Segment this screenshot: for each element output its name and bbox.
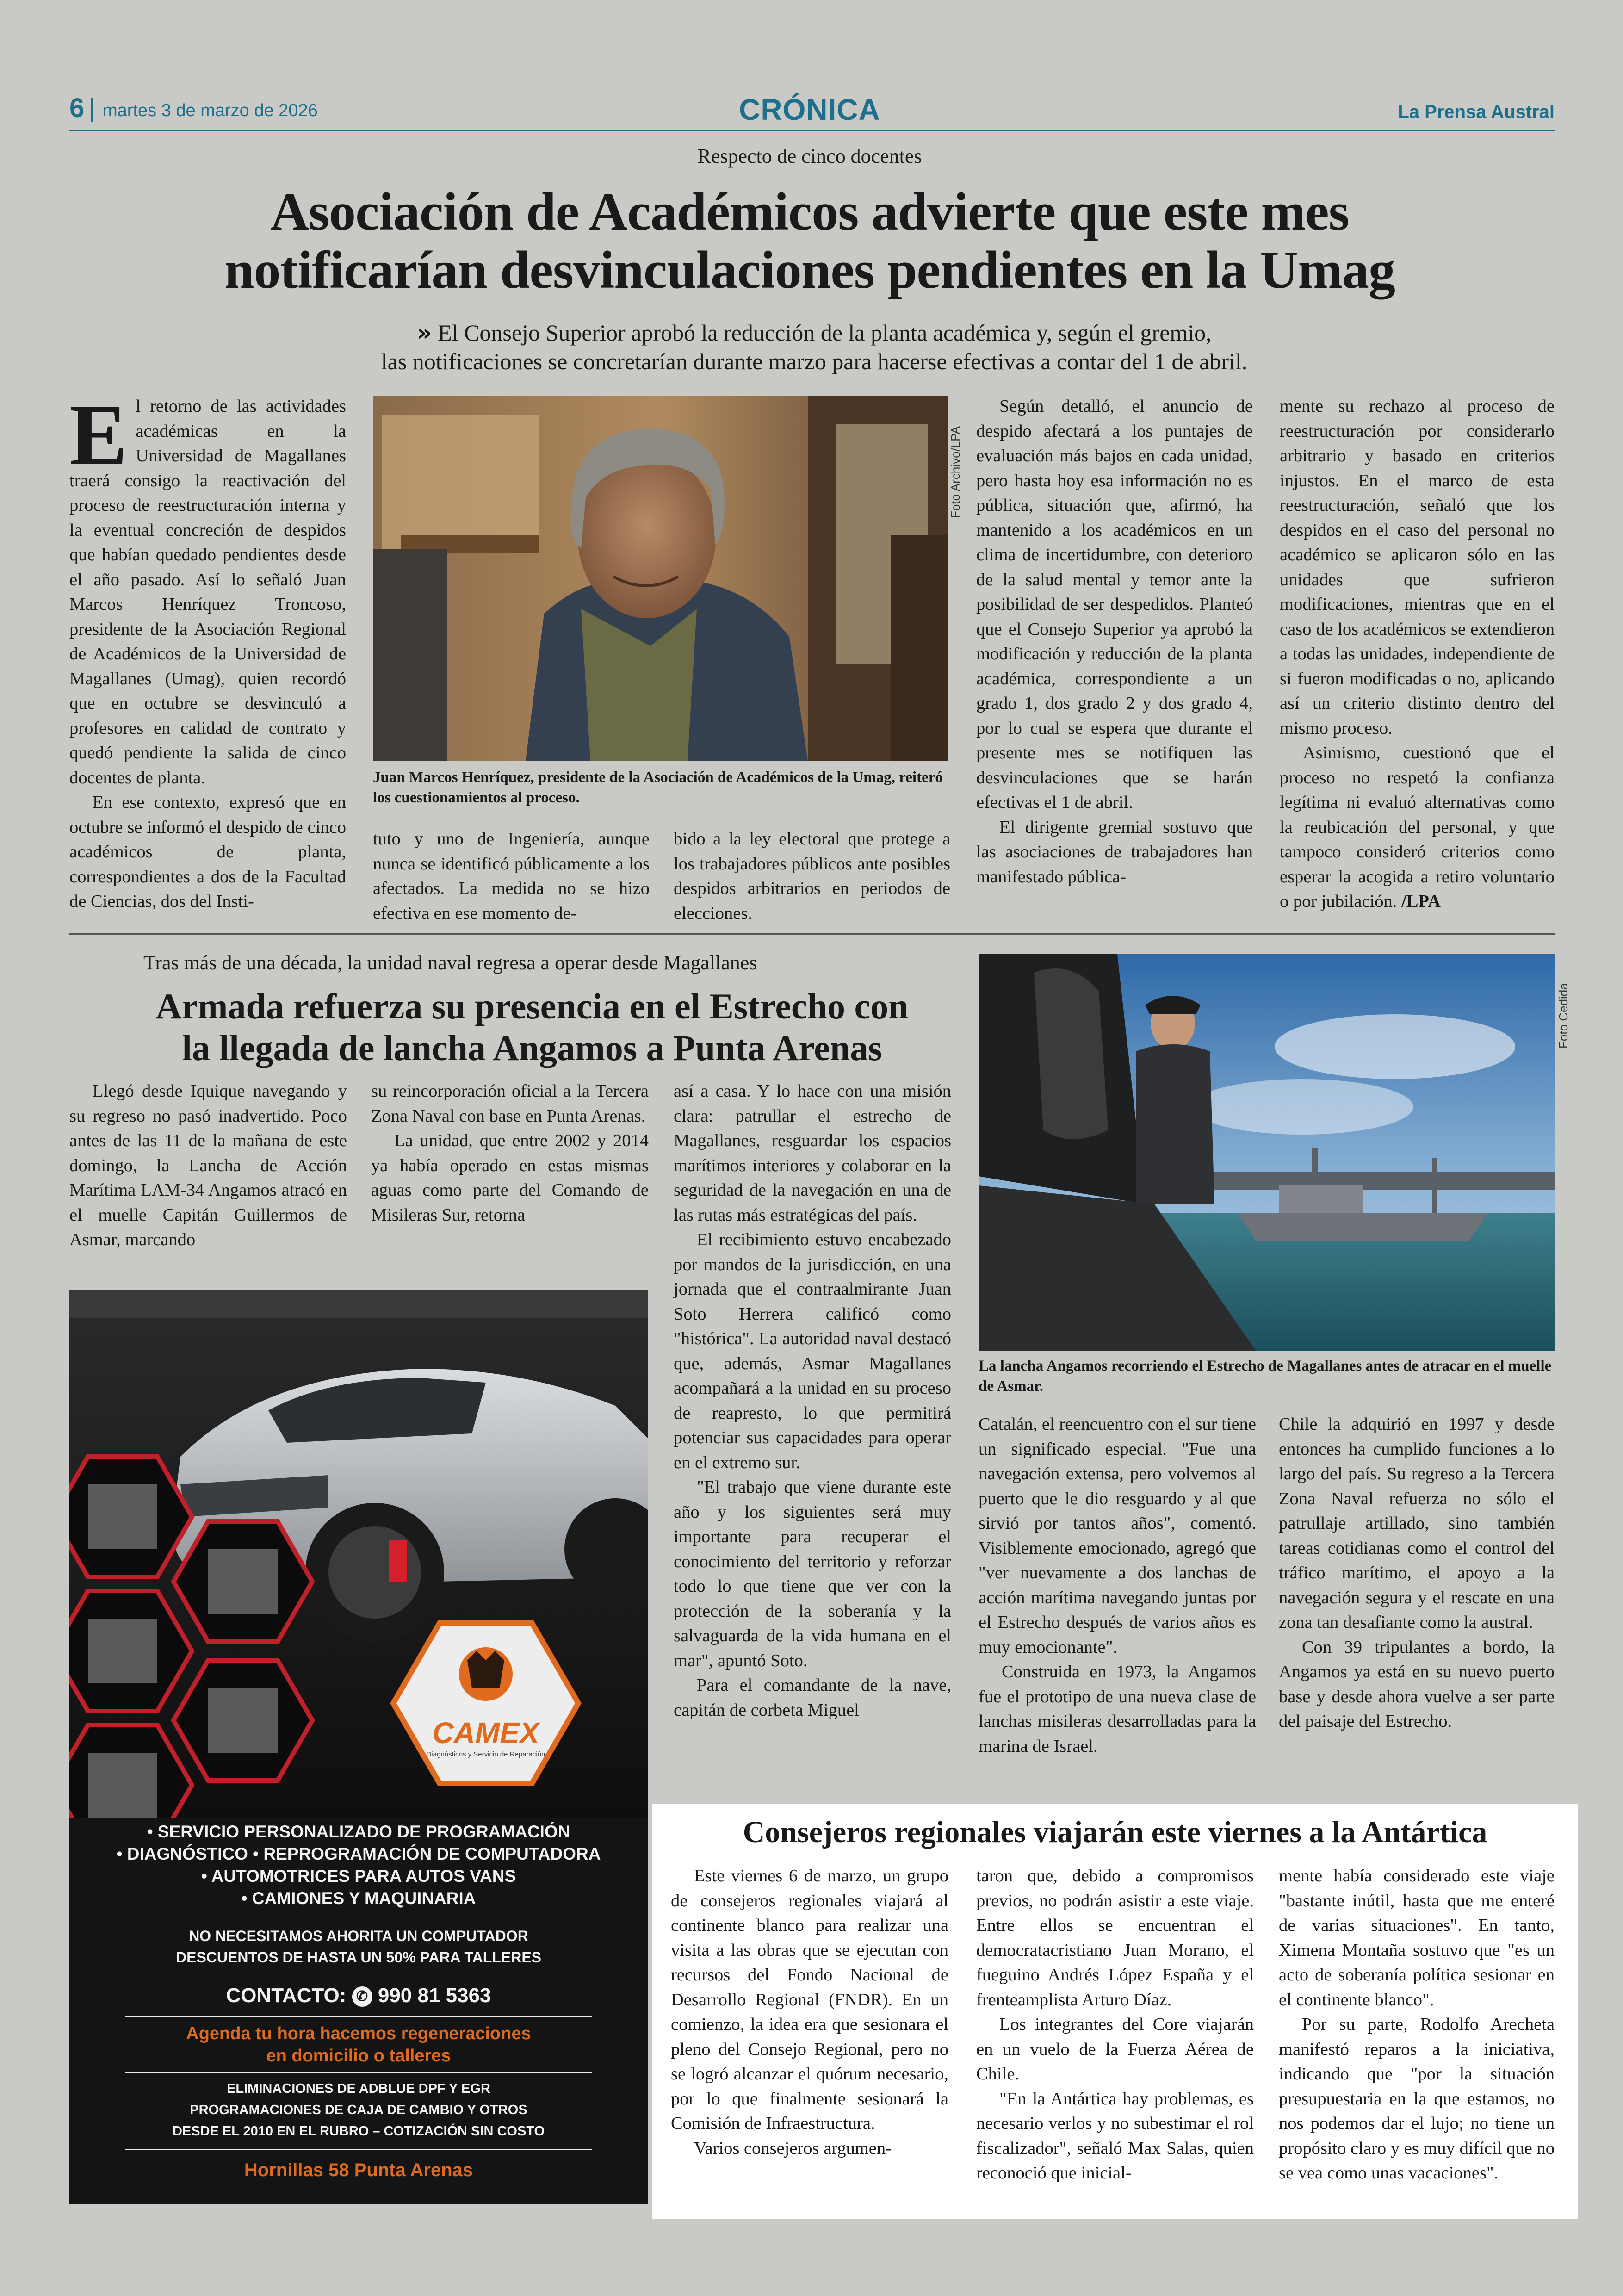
double-chevron-icon: » bbox=[417, 319, 432, 346]
header-divider bbox=[91, 98, 93, 122]
article2-paragraph: Para el comandante de la nave, capitán de corbeta Miguel bbox=[674, 1675, 951, 1720]
article2-photo-caption: La lancha Angamos recorriendo el Estrecho de Magallanes antes de atracar en el muelle de Asmar. bbox=[979, 1358, 1552, 1395]
article1-column-2 bbox=[373, 827, 650, 926]
article1-subtitle-line1: El Consejo Superior aprobó la reducción de la planta académica y, según el gremio, bbox=[438, 320, 1212, 346]
whatsapp-icon: ✆ bbox=[352, 1986, 372, 2007]
article1-photo-credit: Foto Archivo/LPA bbox=[948, 426, 962, 518]
section-divider bbox=[69, 933, 1555, 935]
article2-photo bbox=[979, 954, 1555, 1351]
article1-dropcap: E bbox=[69, 386, 128, 483]
article1-subtitle-line2: las notificaciones se concretarían durante marzo para hacerse efectivas a contar del 1 de abril. bbox=[381, 348, 1248, 374]
article1-subtitle bbox=[259, 318, 1369, 376]
article2-column-1 bbox=[69, 1079, 347, 1253]
article3-paragraph: mente había considerado este viaje "bastante inútil, hasta que me enteré de varias situaciones". En tanto, Ximena Montaña sostuvo que "es un acto de soberanía política sesionar en el continente blanco". bbox=[1279, 1866, 1555, 2010]
ad-address: Hornillas 58 Punta Arenas bbox=[244, 2160, 473, 2180]
article1-column-3 bbox=[674, 827, 950, 926]
article2-paragraph: El recibimiento estuvo encabezado por mandos de la jurisdicción, en una jornada que el contraalmirante Juan Soto Herrera calificó como "histórica". La autoridad naval destacó que, además, Asmar Magallanes acompañará a la unidad en su proceso de reapresto, lo que permitirá potenciar sus capacidades para operar en el extremo sur. bbox=[674, 1230, 951, 1472]
article3-column-3 bbox=[1279, 1864, 1555, 2186]
article2-column-4 bbox=[979, 1412, 1256, 1759]
article1-paragraph: En ese contexto, expresó que en octubre se informó el despido de cinco académicos de planta, correspondientes a dos de la Facultad de Ciencias, dos del Insti- bbox=[69, 793, 346, 911]
ad-divider bbox=[125, 2072, 592, 2073]
ad-contact bbox=[69, 1984, 648, 2007]
newspaper-name: La Prensa Austral bbox=[1398, 102, 1555, 122]
section-name: CRÓNICA bbox=[739, 93, 880, 126]
page-date: martes 3 de marzo de 2026 bbox=[103, 101, 318, 120]
ad-service-line: • DIAGNÓSTICO • REPROGRAMACIÓN DE COMPUTADORA bbox=[116, 1844, 601, 1863]
ad-extra-line: PROGRAMACIONES DE CAJA DE CAMBIO Y OTROS bbox=[190, 2103, 527, 2117]
article3-paragraph: Los integrantes del Core viajarán en un vuelo de la Fuerza Aérea de Chile. bbox=[976, 2015, 1254, 2084]
article3-paragraph: Este viernes 6 de marzo, un grupo de consejeros regionales viajará al continente blanco para realizar una visita a las obras que se ejecutan con recursos del Fondo Nacional de Desarrollo Regional (FNDR). En un comienzo, la idea era que sesionara el pleno del Consejo Regional, pero no se logró alcanzar el quórum necesario, por lo que finalmente sesionará la Comisión de Infraestructura. bbox=[671, 1866, 948, 2133]
camex-logo: CAMEX bbox=[432, 1716, 539, 1750]
ad-schedule-line: Agenda tu hora hacemos regeneraciones bbox=[186, 2024, 531, 2043]
article2-paragraph: Chile la adquirió en 1997 y desde entonces ha cumplido funciones a lo largo del país. Su regreso a la Tercera Zona Naval refuerza no sólo el patrullaje artillado, sino también tareas cotidianas como el control del tráfico marítimo, el apoyo a la navegación segura y el rescate en una zona tan desafiante como la austral. bbox=[1279, 1415, 1555, 1632]
camex-advertisement bbox=[69, 1290, 648, 2204]
ad-offer-line: DESCUENTOS DE HASTA UN 50% PARA TALLERES bbox=[175, 1949, 541, 1966]
article1-column-4 bbox=[976, 394, 1253, 889]
article1-signature: /LPA bbox=[1401, 892, 1441, 911]
article3-paragraph: Varios consejeros argumen- bbox=[694, 2138, 892, 2158]
article2-paragraph: Catalán, el reencuentro con el sur tiene un significado especial. "Fue una navegación extensa, pero volvemos al puerto que le dio resguardo y al que sirvió por tantos años", comentó. Visiblemente emocionado, agregó que "ver nuevamente a dos lanchas de acción marítima navegando juntas por el Estrecho después de varios años es muy emocionante". bbox=[979, 1415, 1256, 1657]
article1-column-1 bbox=[69, 386, 346, 914]
camex-tagline: Diagnósticos y Servicio de Reparación bbox=[426, 1750, 545, 1758]
ad-phone: 990 81 5363 bbox=[378, 1984, 491, 2007]
article2-headline-line1: Armada refuerza su presencia en el Estrecho con bbox=[155, 986, 909, 1026]
article3-column-2 bbox=[976, 1864, 1254, 2186]
article2-headline-line2: la llegada de lancha Angamos a Punta Arenas bbox=[182, 1028, 882, 1068]
article2-column-5 bbox=[1279, 1412, 1555, 1734]
article1-column-5 bbox=[1280, 394, 1555, 914]
navy-ship-photo-image bbox=[979, 954, 1555, 1351]
article1-headline-line1: Asociación de Académicos advierte que este mes bbox=[270, 182, 1349, 242]
article1-paragraph: Según detalló, el anuncio de despido afectará a los puntajes de evaluación más bajos en cada unidad, pero hasta hoy esa información no es pública, situación que, afirmó, ha mantenido a los académicos en un clima de incertidumbre, con deterioro de la salud mental y temor ante la posibilidad de ser despedidos. Planteó que el Consejo Superior ya aprobó la modificación y reducción de la planta académica, correspondiente a un grado 1, dos grado 2 y dos grado 4, por lo cual se espera que durante el presente mes se notifiquen las desvinculaciones que se harán efectivas el 1 de abril. bbox=[976, 397, 1253, 812]
article2-paragraph: Llegó desde Iquique navegando y su regreso no pasó inadvertido. Poco antes de las 11 de la mañana de este domingo, la Lancha de Acción Marítima LAM-34 Angamos atracó en el muelle Capitán Guillermos de Asmar, marcando bbox=[69, 1081, 347, 1249]
article2-paragraph: su reincorporación oficial a la Tercera Zona Naval con base en Punta Arenas. bbox=[371, 1081, 649, 1126]
article3-headline: Consejeros regionales viajarán este viernes a la Antártica bbox=[743, 1815, 1487, 1849]
article2-column-3 bbox=[674, 1079, 951, 1723]
article2-paragraph: así a casa. Y lo hace con una misión clara: patrullar el estrecho de Magallanes, resguardar los espacios marítimos interiores y colaborar en la seguridad de la navegación en una de las rutas más estratégicas del país. bbox=[674, 1081, 951, 1225]
article2-paragraph: La unidad, que entre 2002 y 2014 ya había operado en estas mismas aguas como parte del Comando de Misileras Sur, retorna bbox=[371, 1131, 649, 1225]
article3-column-1 bbox=[671, 1864, 948, 2161]
article1-paragraph: Asimismo, cuestionó que el proceso no respetó la confianza legítima ni evaluó alternativas como la reubicación del personal, y que tampoco consideró criterios como esperar la acogida a retiro voluntario o por jubilación. /LPA bbox=[1280, 743, 1555, 911]
portrait-photo-image bbox=[373, 396, 948, 761]
article1-paragraph: tuto y uno de Ingeniería, aunque nunca se identificó públicamente a los afectados. La medida no se hizo efectiva en ese momento de- bbox=[373, 829, 650, 923]
article2-kicker: Tras más de una década, la unidad naval regresa a operar desde Magallanes bbox=[143, 951, 757, 974]
article1-headline-line2: notificarían desvinculaciones pendientes en la Umag bbox=[224, 241, 1395, 300]
article1-headline bbox=[139, 183, 1481, 299]
article2-column-2 bbox=[371, 1079, 649, 1228]
ad-contact-label: CONTACTO: bbox=[226, 1984, 347, 2007]
article1-paragraph: l retorno de las actividades académicas en la Universidad de Magallanes traerá consigo la reactivación del proceso de reestructuración interna y la eventual concreción de despidos que habían quedado pendientes desde el año pasado. Así lo señaló Juan Marcos Henríquez Troncoso, presidente de la Asociación Regional de Académicos de la Universidad de Magallanes (Umag), quien recordó que en octubre se desvinculó a profesores en calidad de contrato y quedó pendiente la salida de cinco docentes de planta. bbox=[69, 397, 346, 788]
article2-paragraph: "El trabajo que viene durante este año y los siguientes será muy importante para recuperar el conocimiento del territorio y reforzar todo lo que tiene que ver con la protección de la soberanía y la salvaguarda de la vida humana en el mar", apuntó Soto. bbox=[674, 1477, 951, 1670]
ad-service-line: • CAMIONES Y MAQUINARIA bbox=[241, 1889, 476, 1908]
ad-service-line: • SERVICIO PERSONALIZADO DE PROGRAMACIÓN bbox=[147, 1822, 570, 1841]
article3-paragraph: taron que, debido a compromisos previos, no podrán asistir a este viaje. Entre ellos se encuentran el democratacristiano Juan Morano, el fueguino Andrés López España y el frenteamplista Arturo Díaz. bbox=[976, 1866, 1254, 2010]
article2-paragraph: Construida en 1973, la Angamos fue el prototipo de una nueva clase de lanchas misileras desarrolladas para la marina de Israel. bbox=[979, 1662, 1256, 1756]
article1-paragraph: El dirigente gremial sostuvo que las asociaciones de trabajadores han manifestado pública- bbox=[976, 817, 1253, 887]
ad-divider bbox=[125, 2149, 592, 2150]
ad-extra-line: DESDE EL 2010 EN EL RUBRO – COTIZACIÓN SIN COSTO bbox=[172, 2124, 545, 2139]
article1-photo-caption: Juan Marcos Henríquez, presidente de la Asociación de Académicos de la Umag, reiteró los cuestionamientos al proceso. bbox=[373, 769, 943, 806]
article3-paragraph: "En la Antártica hay problemas, es necesario verlos y no subestimar el rol fiscalizador", señaló Max Salas, quien reconoció que inicial- bbox=[976, 2089, 1254, 2183]
page-number: 6 bbox=[69, 93, 85, 123]
header-rule bbox=[69, 130, 1555, 131]
article1-kicker: Respecto de cinco docentes bbox=[697, 145, 922, 168]
ad-extra-line: ELIMINACIONES DE ADBLUE DPF Y EGR bbox=[227, 2081, 490, 2096]
article1-photo bbox=[373, 396, 948, 761]
ad-divider bbox=[125, 2016, 592, 2017]
article3-paragraph: Por su parte, Rodolfo Arecheta manifestó reparos a la iniciativa, indicando que "por la situación presupuestaria en la que estamos, no nos podemos dar el lujo; no tiene un propósito claro y es muy difícil que no se vea como unas vacaciones". bbox=[1279, 2015, 1555, 2183]
ad-offer-line: NO NECESITAMOS AHORITA UN COMPUTADOR bbox=[189, 1928, 528, 1944]
article2-paragraph: Con 39 tripulantes a bordo, la Angamos ya está en su nuevo puerto base y desde ahora vuelve a ser parte del paisaje del Estrecho. bbox=[1279, 1637, 1555, 1731]
ad-schedule-line: en domicilio o talleres bbox=[266, 2046, 451, 2066]
article2-headline bbox=[69, 986, 995, 1069]
ad-service-line: • AUTOMOTRICES PARA AUTOS VANS bbox=[201, 1867, 516, 1886]
article1-paragraph: mente su rechazo al proceso de reestructuración por considerarlo arbitrario y basado en criterios injustos. En el marco de esta reestructuración, señaló que los despidos en el caso del personal no académico se aplicaron sólo en las unidades que sufrieron modificaciones, mientras que en el caso de los académicos se extendieron a todas las unidades, independiente de si fueron modificadas o no, aplicando así un criterio distinto dentro del mismo proceso. bbox=[1280, 397, 1555, 738]
article1-paragraph: bido a la ley electoral que protege a los trabajadores públicos ante posibles despidos arbitrarios en periodos de elecciones. bbox=[674, 829, 950, 923]
article2-photo-credit: Foto Cedida bbox=[1556, 983, 1570, 1049]
